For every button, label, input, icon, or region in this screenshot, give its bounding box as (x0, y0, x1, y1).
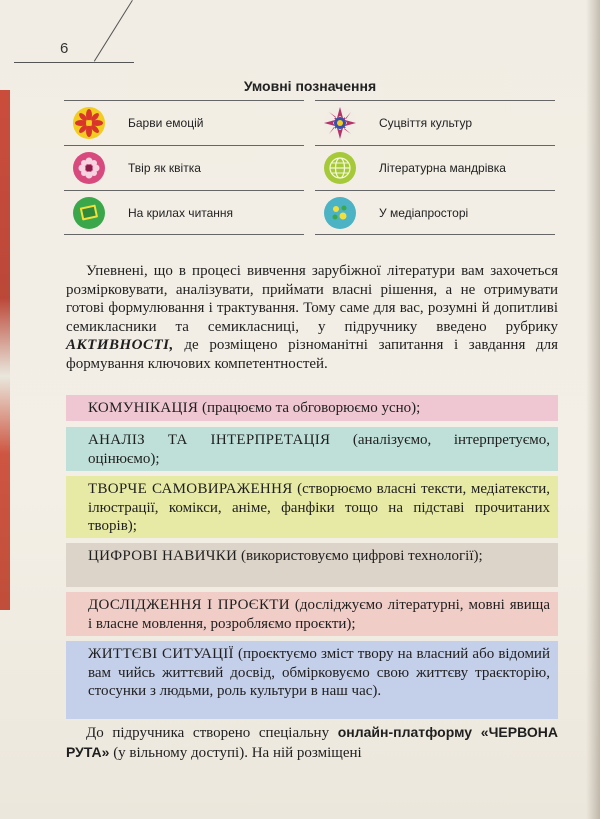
competency-title: ЦИФРОВІ НАВИЧКИ (88, 548, 238, 564)
competency-communication (66, 395, 558, 421)
competency-title: ЖИТТЄВІ СИТУАЦІЇ (88, 646, 234, 662)
competency-research (66, 592, 558, 636)
competency-title: ДОСЛІДЖЕННЯ І ПРОЄКТИ (88, 597, 290, 613)
platform-paragraph (66, 723, 558, 763)
page-number: 6 (60, 40, 69, 57)
platform-text-before: До підручника створено спеціальну (86, 725, 338, 741)
competency-digital (66, 543, 558, 587)
competency-description: (працюємо та обговорюємо усно); (198, 400, 421, 416)
legend-item-media (315, 190, 555, 235)
legend-item-cultures (315, 100, 555, 145)
yellow-flower-icon (72, 106, 106, 140)
intro-paragraph (66, 262, 558, 373)
activities-rubric: АКТИВНОСТІ, (66, 337, 174, 353)
legend-item-reading (64, 190, 304, 235)
legend-label: Літературна мандрівка (379, 161, 506, 175)
legend-label: Барви емоцій (128, 116, 204, 130)
globe-icon (323, 151, 357, 185)
header-diagonal (94, 0, 133, 62)
competency-description: (аналізуємо, інтерпретуємо, оцінюємо); (88, 432, 550, 467)
intro-text-after: де розміщено різноманітні запитання і завдання для формування ключових компетентностей. (66, 337, 558, 372)
page-shadow (586, 0, 600, 819)
mandala-icon (323, 106, 357, 140)
platform-text-after: (у вільному доступі). На ній розміщені (109, 745, 362, 761)
competency-description: (проєктуємо зміст твору на власний або відомий вам чийсь життєвий досвід, обмірковуємо свою життєву траєкторію, стосунки з людьми, роль культури в наш час). (88, 646, 550, 699)
legend-column-right (315, 100, 555, 235)
legend-label: Суцвіття культур (379, 116, 473, 130)
legend-item-emotions (64, 100, 304, 145)
platform-name: онлайн-платформу «ЧЕРВОНА РУТА» (66, 724, 558, 760)
competency-description: (досліджуємо літературні, мовні явища і власне мовлення, розробляємо проєкти); (88, 597, 550, 632)
green-book-icon (72, 196, 106, 230)
competency-creative (66, 476, 558, 538)
legend-label: Твір як квітка (128, 161, 201, 175)
competency-life-situations (66, 641, 558, 719)
intro-text-before: Упевнені, що в процесі вивчення зарубіжної літератури вам захочеться розмірковувати, аналізувати, приймати власні рішення, а не отримувати готові формулювання і трактування. Тому саме для вас, розумні й допитливі семикласники та семикласниці, у підручнику введено рубрику (66, 263, 558, 335)
legend-label: На крилах читання (128, 205, 234, 220)
legend-item-flower (64, 145, 304, 190)
header-rule (14, 62, 134, 63)
legend-label: У медіапросторі (379, 205, 469, 220)
competency-title: ТВОРЧЕ САМОВИРАЖЕННЯ (88, 481, 293, 497)
page-edge-decoration (0, 90, 10, 610)
competency-title: АНАЛІЗ ТА ІНТЕРПРЕТАЦІЯ (88, 432, 331, 448)
competency-analysis (66, 427, 558, 471)
pink-flower-icon (72, 151, 106, 185)
competency-description: (використовуємо цифрові технології); (237, 548, 483, 564)
legend-column-left (64, 100, 304, 235)
competency-title: КОМУНІКАЦІЯ (88, 400, 199, 416)
legend-item-journey (315, 145, 555, 190)
competency-description: (створюємо власні тексти, медіатексти, ілюстрації, комікси, аніме, фанфіки тощо на підставі прочитаних творів); (88, 481, 550, 534)
media-icon (323, 196, 357, 230)
legend-title: Умовні позначення (243, 78, 377, 94)
